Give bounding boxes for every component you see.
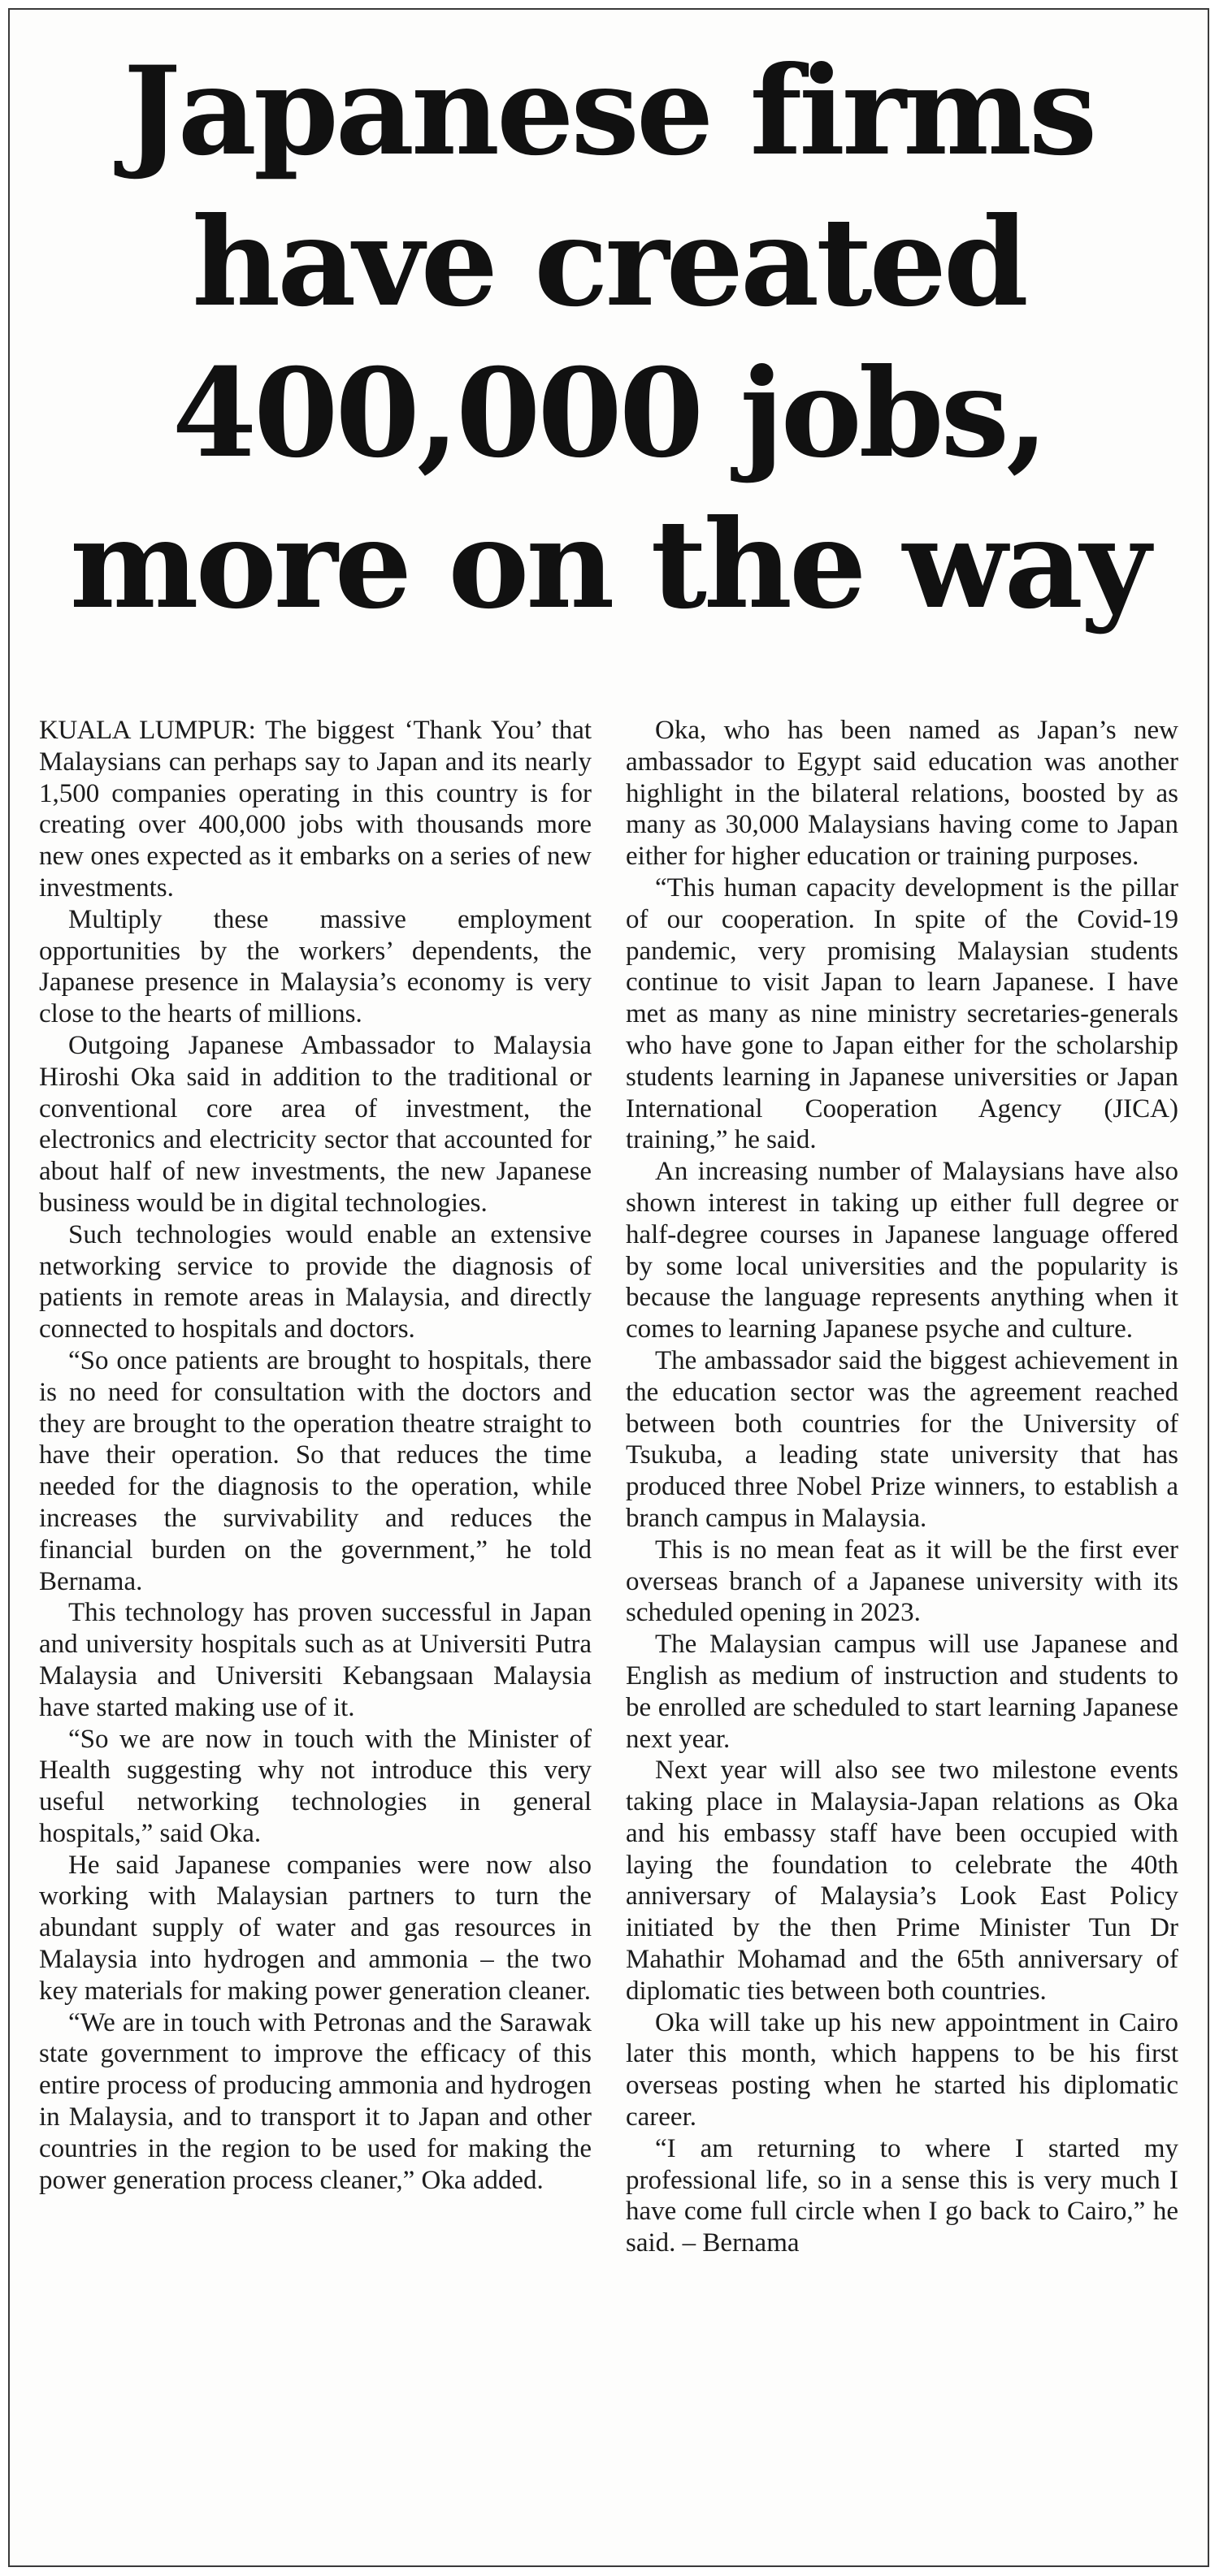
article-paragraph: Outgoing Japanese Ambassador to Malaysia Hiroshi Oka said in addition to the traditional or conventional core area of investment, the electronics and electricity sector that accounted for about half of new investments, the new Japanese business would be in digital technologies. <box>39 1030 592 1218</box>
article-paragraph: This technology has proven successful in Japan and university hospitals such as at Universiti Putra Malaysia and Universiti Kebangsaan Malaysia have started making use of it. <box>39 1598 592 1722</box>
article-paragraph: This is no mean feat as it will be the first ever overseas branch of a Japanese university with its scheduled opening in 2023. <box>626 1535 1178 1628</box>
headline-line: more on the way <box>69 493 1148 636</box>
article-paragraph: Multiply these massive employment opportunities by the workers’ dependents, the Japanese presence in Malaysia’s economy is very close to the hearts of millions. <box>39 904 592 1029</box>
article-column-left <box>39 715 592 2259</box>
article-paragraph: He said Japanese companies were now also working with Malaysian partners to turn the abundant supply of water and gas resources in Malaysia into hydrogen and ammonia – the two key materials for making power generation cleaner. <box>39 1850 592 2006</box>
article-paragraph: Next year will also see two milestone events taking place in Malaysia-Japan relations as Oka and his embassy staff have been occupied with laying the foundation to celebrate the 40th anniversary of Malaysia’s Look East Policy initiated by the then Prime Minister Tun Dr Mahathir Mohamad and the 65th anniversary of diplomatic ties between both countries. <box>626 1756 1178 2006</box>
article-paragraph: “So once patients are brought to hospitals, there is no need for consultation with the doctors and they are brought to the operation theatre straight to have their operation. So that reduces the time needed for the diagnosis to the operation, while increases the survivability and reduces the financial burden on the government,” he told Bernama. <box>39 1345 592 1596</box>
article-paragraph: Such technologies would enable an extensive networking service to provide the diagnosis of patients in remote areas in Malaysia, and directly connected to hospitals and doctors. <box>39 1219 592 1344</box>
headline-line: have created <box>192 191 1026 334</box>
article-paragraph: “I am returning to where I started my professional life, so in a sense this is very much I have come full circle when I go back to Cairo,” he said. – Bernama <box>626 2133 1178 2258</box>
headline-line: 400,000 jobs, <box>171 342 1046 485</box>
article-paragraph: Oka will take up his new appointment in Cairo later this month, which happens to be his first overseas posting when he started his diplomatic career. <box>626 2007 1178 2132</box>
headline <box>10 36 1208 640</box>
article-paragraph: “So we are now in touch with the Minister of Health suggesting why not introduce this very useful networking technologies in general hospitals,” said Oka. <box>39 1724 592 1848</box>
article-paragraph: “This human capacity development is the pillar of our cooperation. In spite of the Covid-19 pandemic, very promising Malaysian students continue to visit Japan to learn Japanese. I have met as many as nine ministry secretaries-generals who have gone to Japan either for the scholarship students learning in Japanese universities or Japan International Cooperation Agency (JICA) training,” he said. <box>626 872 1178 1155</box>
article-paragraph <box>39 715 592 904</box>
article-paragraph: The Malaysian campus will use Japanese and English as medium of instruction and students to be enrolled are scheduled to start learning Japanese next year. <box>626 1630 1178 1754</box>
article-body <box>39 715 1178 2259</box>
newspaper-clipping <box>8 8 1209 2567</box>
article-column-right <box>626 715 1178 2259</box>
article-paragraph: “We are in touch with Petronas and the Sarawak state government to improve the efficacy of this entire process of producing ammonia and hydrogen in Malaysia, and to transport it to Japan and other countries in the region to be used for making the power generation process cleaner,” Oka added. <box>39 2007 592 2195</box>
article-paragraph: The ambassador said the biggest achievement in the education sector was the agreement reached between both countries for the University of Tsukuba, a leading state university that has produced three Nobel Prize winners, to establish a branch campus in Malaysia. <box>626 1345 1178 1533</box>
dateline: KUALA LUMPUR: <box>39 716 256 745</box>
article-paragraph: An increasing number of Malaysians have also shown interest in taking up either full degree or half-degree courses in Japanese language offered by some local universities and the popularity is because the language represents anything when it comes to learning Japanese psyche and culture. <box>626 1157 1178 1344</box>
article-paragraph: Oka, who has been named as Japan’s new ambassador to Egypt said education was another highlight in the bilateral relations, boosted by as many as 30,000 Malaysians having come to Japan either for higher education or training purposes. <box>626 716 1178 872</box>
paragraph-text: The biggest ‘Thank You’ that Malaysians can perhaps say to Japan and its nearly 1,500 companies operating in this country is for creating over 400,000 jobs with thousands more new ones expected as it embarks on a series of new investments. <box>39 716 592 903</box>
headline-line: Japanese firms <box>123 40 1095 183</box>
